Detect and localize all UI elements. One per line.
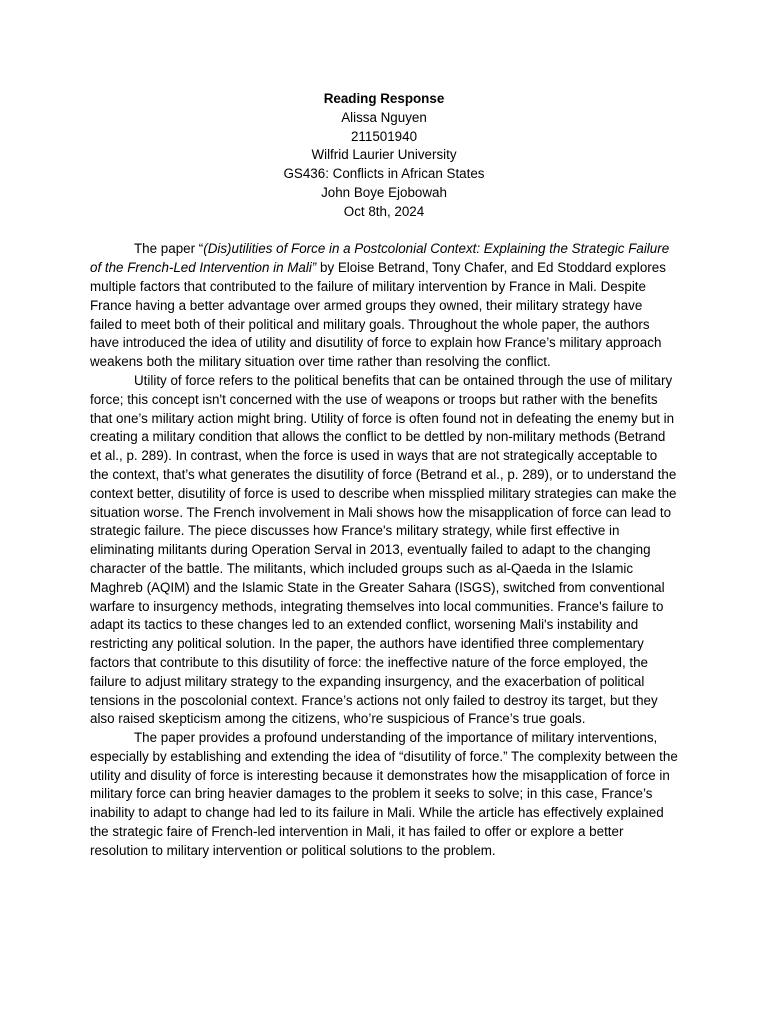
paragraph-3: The paper provides a profound understanding of the importance of military interventions, especially by establishing and extending the idea of “disutility of force.” The complexity between the utility and disulity of force is interesting because it demonstrates how the misapplication of force in military force can bring heavier damages to the problem it seeks to solve; in this case, France’s inability to adapt to change had led to its failure in Mali. While the article has effectively explained the strategic faire of French-led intervention in Mali, it has failed to offer or explore a better resolution to military intervention or political solutions to the problem. <box>90 730 678 858</box>
university-name: Wilfrid Laurier University <box>311 147 457 163</box>
student-id: 211501940 <box>350 128 418 144</box>
document-title: Reading Response <box>323 91 445 106</box>
author-name: Alissa Nguyen <box>341 109 427 125</box>
paragraph-1-lead: The paper “ <box>134 241 204 257</box>
paper-title-italic: (Dis)utilities of Force in a Postcolonial Context: Explaining the Strategic Failure of the French-Led Intervention in Mali” <box>90 241 670 276</box>
paragraph-1 <box>90 240 678 372</box>
document-header <box>90 90 678 222</box>
paragraph-1-rest: by Eloise Betrand, Tony Chafer, and Ed Stoddard explores multiple factors that contributed to the failure of military intervention by France in Mali. Despite France having a better advantage over armed groups they owned, their military strategy have failed to meet both of their political and military goals. Throughout the whole paper, the authors have introduced the idea of utility and disutility of force to explain how France’s military approach weakens both the military situation over time rather than resolving the conflict. <box>90 260 666 370</box>
course-name: GS436: Conflicts in African States <box>283 166 485 182</box>
document-body <box>90 240 678 860</box>
paragraph-2: Utility of force refers to the political benefits that can be ontained through the use of military force; this concept isn't concerned with the use of weapons or troops but rather with the benefits that one’s military action might bring. Utility of force is often found not in defeating the enemy but in creating a military condition that allows the conflict to be dettled by non-military methods (Betrand et al., p. 289). In contrast, when the force is used in ways that are not strategically acceptable to the context, that’s what generates the disutility of force (Betrand et al., p. 289), or to understand the context better, disutility of force is used to describe when missplied military strategies can make the situation worse. The French involvement in Mali shows how the misapplication of force can lead to strategic failure. The piece discusses how France's military strategy, while first effective in eliminating militants during Operation Serval in 2013, eventually failed to adapt to the changing character of the battle. The militants, which included groups such as al-Qaeda in the Islamic Maghreb (AQIM) and the Islamic State in the Greater Sahara (ISGS), switched from conventional warfare to insurgency methods, integrating themselves into local communities. France's failure to adapt its tactics to these changes led to an extended conflict, worsening Mali's instability and restricting any political solution. In the paper, the authors have identified three complementary factors that contribute to this disutility of force: the ineffective nature of the force employed, the failure to adjust military strategy to the expanding insurgency, and the exacerbation of political tensions in the poscolonial context. France’s actions not only failed to destroy its target, but they also raised skepticism among the citizens, who’re suspicious of France’s true goals. <box>90 372 677 727</box>
instructor-name: John Boye Ejobowah <box>321 184 447 200</box>
document-date: Oct 8th, 2024 <box>343 203 425 219</box>
document-page <box>90 90 678 861</box>
